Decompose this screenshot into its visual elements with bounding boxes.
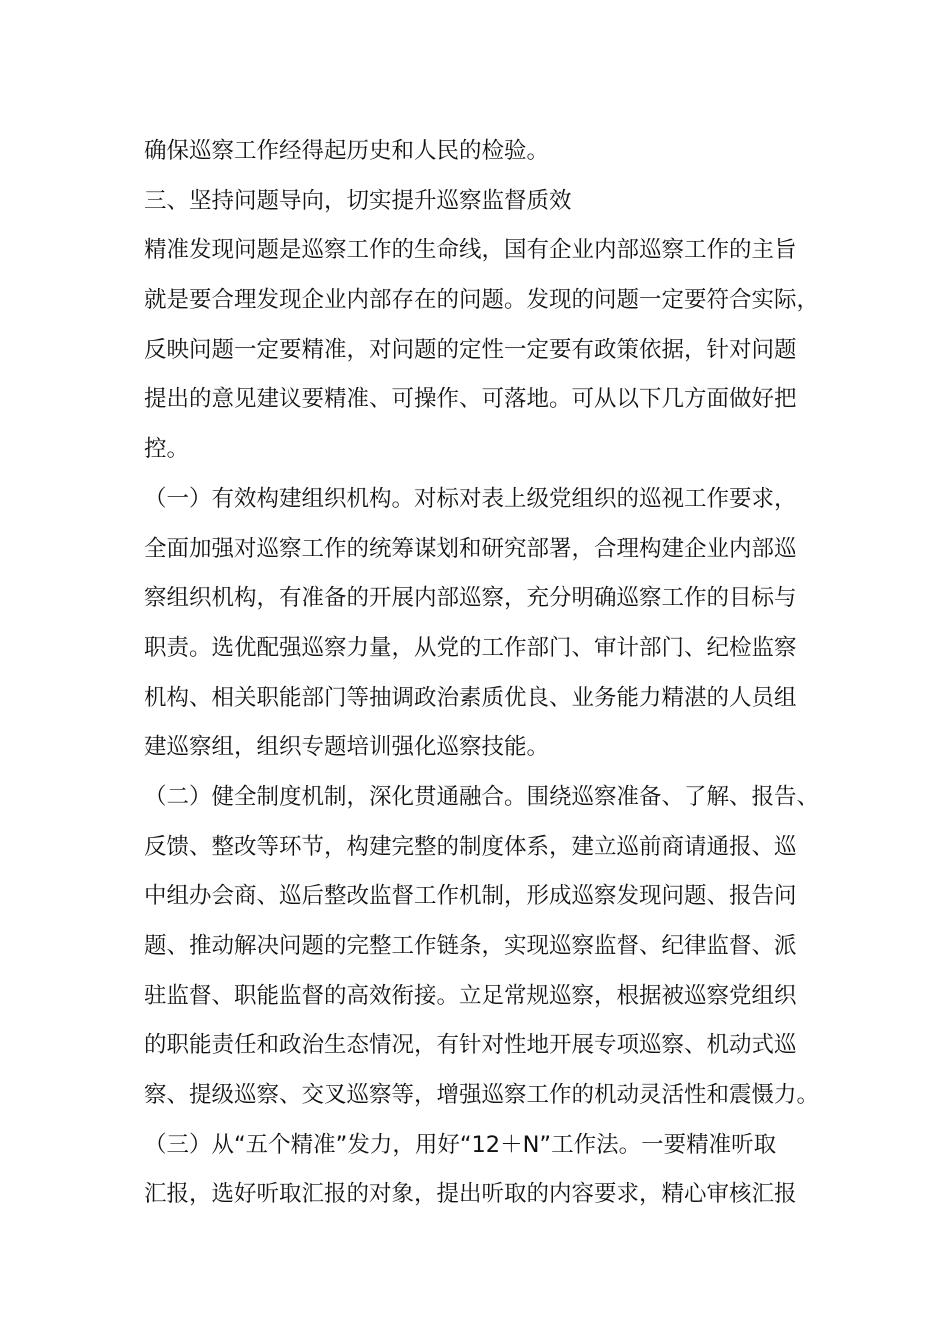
text-line: 控。	[144, 436, 190, 463]
text-line: 精准发现问题是巡察工作的生命线，国有企业内部巡察工作的主旨	[144, 237, 797, 264]
document-body	[144, 127, 844, 1220]
text-line: 提出的意见建议要精准、可操作、可落地。可从以下几方面做好把	[144, 386, 797, 413]
text-line: 机构、相关职能部门等抽调政治素质优良、业务能力精湛的人员组	[144, 684, 797, 711]
text-line: 察、提级巡察、交叉巡察等，增强巡察工作的机动灵活性和震慑力。	[144, 1082, 820, 1109]
text-line: 汇报，选好听取汇报的对象，提出听取的内容要求，精心审核汇报	[144, 1181, 797, 1208]
text-line: （一）有效构建组织机构。对标对表上级党组织的巡视工作要求，	[144, 485, 797, 512]
text-line: 驻监督、职能监督的高效衔接。立足常规巡察，根据被巡察党组织	[144, 982, 797, 1009]
text-line: 反映问题一定要精准，对问题的定性一定要有政策依据，针对问题	[144, 336, 797, 363]
text-line: 反馈、整改等环节，构建完整的制度体系，建立巡前商请通报、巡	[144, 833, 797, 860]
text-line: 确保巡察工作经得起历史和人民的检验。	[144, 138, 550, 164]
text-line: 全面加强对巡察工作的统筹谋划和研究部署，合理构建企业内部巡	[144, 535, 797, 562]
text-line: （二）健全制度机制，深化贯通融合。围绕巡察准备、了解、报告、	[144, 783, 820, 810]
text-line: 职责。选优配强巡察力量，从党的工作部门、审计部门、纪检监察	[144, 634, 797, 661]
text-line: （三）从“五个精准”发力，用好“12＋N”工作法。一要精准听取	[144, 1131, 777, 1158]
text-line: 建巡察组，组织专题培训强化巡察技能。	[144, 734, 550, 761]
text-line: 就是要合理发现企业内部存在的问题。发现的问题一定要符合实际，	[144, 287, 820, 314]
text-line: 三、坚持问题导向，切实提升巡察监督质效	[144, 187, 572, 214]
text-line: 题、推动解决问题的完整工作链条，实现巡察监督、纪律监督、派	[144, 933, 797, 959]
text-line: 察组织机构，有准备的开展内部巡察，充分明确巡察工作的目标与	[144, 585, 797, 612]
text-line: 的职能责任和政治生态情况，有针对性地开展专项巡察、机动式巡	[144, 1032, 797, 1059]
text-line: 中组办会商、巡后整改监督工作机制，形成巡察发现问题、报告问	[144, 883, 797, 910]
